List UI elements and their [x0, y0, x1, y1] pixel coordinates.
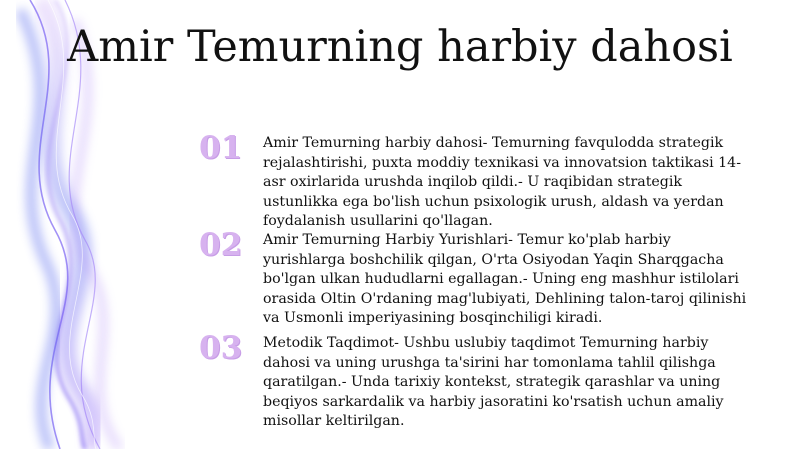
item-number: 01: [199, 130, 243, 166]
item-number: 03: [199, 330, 243, 366]
item-text: Amir Temurning Harbiy Yurishlari- Temur ko'plab harbiy yurishlarga boshchilik qilgan, O'rta Osiyodan Yaqin Sharqgacha bo'lgan ulkan hududlarni egallagan.- Uning eng mashhur istilolari orasida Oltin O'rdaning mag'lubiyati, Dehlining talon-taroj qilinishi va Usmonli imperiyasining bosqinchiligi kiradi.: [263, 232, 747, 327]
item-text: Amir Temurning harbiy dahosi- Temurning favqulodda strategik rejalashtirishi, puxta moddiy texnikasi va innovatsion taktikasi 14-asr oxirlarida urushda inqilob qildi.- U raqibidan strategik ustunlikka ega bo'lish uchun psixologik urush, aldash va yerdan foydalanish usullarini qo'llagan.: [263, 135, 741, 230]
item-text: Metodik Taqdimot- Ushbu uslubiy taqdimot Temurning harbiy dahosi va uning urushga ta'sirini har tomonlama tahlil qilishga qaratilgan.- Unda tarixiy kontekst, strategik qarashlar va uning beqiyos sarkardalik va harbiy jasoratini ko'rsatish uchun amaliy misollar keltirilgan.: [263, 335, 724, 430]
slide-title: Amir Temurning harbiy dahosi: [67, 22, 733, 72]
list-item: [195, 131, 755, 232]
item-number: 02: [199, 227, 243, 263]
list-item: [195, 228, 755, 329]
list-item: [195, 331, 755, 432]
